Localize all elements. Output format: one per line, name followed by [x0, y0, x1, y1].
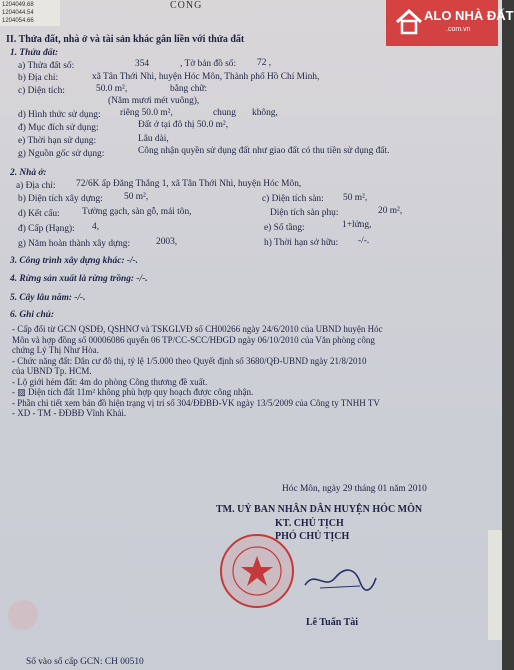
house-floors-label: e) Số tầng: [264, 223, 305, 233]
land-purpose-value: Đất ở tại đô thị 50.0 m², [138, 120, 229, 130]
land-map-label: , Tờ bản đồ số: [180, 59, 237, 69]
right-paper-edge [488, 530, 502, 640]
house-year-label: g) Năm hoàn thành xây dựng: [18, 239, 131, 249]
top-cut-text: CONG [170, 0, 203, 11]
forest-heading: 4. Rừng sản xuất là rừng trồng: -/-. [10, 274, 148, 284]
registry-number: Số vào sổ cấp GCN: CH 00510 [26, 657, 144, 667]
section-heading: II. Thửa đất, nhà ở và tài sản khác gắn liền với thửa đất [6, 34, 245, 45]
note-5: - Phần chi tiết xem bản đồ hiện trạng vị trí số 304/ĐĐBĐ-VK ngày 13/5/2009 của Công ty TNHH TV [12, 397, 380, 408]
house-grade-label: đ) Cấp (Hạng): [18, 224, 75, 234]
house-sub-area-value: 20 m², [378, 206, 403, 216]
land-term-value: Lâu dài, [138, 134, 169, 144]
watermark-brand: ALO NHÀ ĐẤT [424, 8, 514, 23]
corner-number-1: 1204049.68 [2, 2, 34, 8]
land-parcel-value: 354 [135, 59, 150, 69]
land-term-label: e) Thời hạn sử dụng: [18, 136, 97, 146]
note-1c: chứng Lý Thị Như Hòa. [12, 345, 99, 355]
perennial-heading: 5. Cây lâu năm: -/-. [10, 293, 86, 303]
signer-role-2: PHÓ CHỦ TỊCH [275, 531, 350, 542]
land-address-value: xã Tân Thới Nhì, huyện Hóc Môn, Thành phố Hồ Chí Minh, [92, 72, 320, 82]
signature-icon [300, 560, 380, 600]
house-structure-value: Tường gạch, sàn gỗ, mái tôn, [82, 207, 192, 217]
signer-name: Lê Tuấn Tài [306, 617, 359, 628]
land-use-common-value: không, [252, 108, 278, 118]
note-1b: Môn và hợp đồng số 00006086 quyển 06 TP/CC-SCC/HĐGD ngày 06/10/2010 của Văn phòng công [12, 334, 375, 345]
land-map-value: 72 , [257, 58, 272, 68]
house-address-label: a) Địa chỉ: [16, 181, 56, 191]
place-date: Hóc Môn, ngày 29 tháng 01 năm 2010 [282, 484, 427, 494]
house-ownership-term-value: -/-. [358, 236, 370, 246]
corner-paper-strip [0, 0, 60, 26]
land-area-label: c) Diện tích: [18, 86, 65, 96]
land-purpose-label: đ) Mục đích sử dụng: [18, 123, 99, 133]
land-area-value: 50.0 m², [96, 84, 128, 94]
land-use-form-label: d) Hình thức sử dụng: [18, 110, 101, 120]
note-2: - Chức năng đất: Dân cư đô thị, tỷ lệ 1/5.000 theo Quyết định số 3680/QĐ-UBND ngày 21/8/2010 [12, 355, 367, 366]
note-5b: - XD - TM - ĐĐBĐ Vĩnh Khải. [12, 408, 127, 418]
house-heading: 2. Nhà ở: [10, 168, 47, 178]
house-floor-area-value: 50 m², [343, 193, 368, 203]
land-heading: 1. Thửa đất: [10, 48, 59, 58]
land-parcel-label: a) Thửa đất số: [18, 61, 75, 71]
land-address-label: b) Địa chỉ: [18, 73, 59, 83]
corner-number-2: 1204044.54 [2, 10, 34, 16]
notes-block [12, 324, 482, 419]
corner-number-3: 1204054.66 [2, 18, 34, 24]
house-year-value: 2003, [156, 237, 178, 247]
watermark-site: .com.vn [446, 26, 471, 33]
house-icon [394, 6, 424, 36]
issuing-authority: TM. UỶ BAN NHÂN DÂN HUYỆN HÓC MÔN [216, 504, 423, 515]
notes-heading: 6. Ghi chú: [10, 310, 55, 320]
house-floor-area-label: c) Diện tích sàn: [262, 194, 324, 204]
house-build-area-label: b) Diện tích xây dựng: [18, 194, 103, 204]
land-area-words: (Năm mươi mét vuông), [108, 96, 200, 106]
note-3: - Lộ giới hẻm đất: 4m do phòng Công thương đề xuất. [12, 376, 208, 387]
signer-role-1: KT. CHỦ TỊCH [275, 518, 344, 529]
house-grade-value: 4, [92, 222, 100, 232]
note-1: - Cấp đổi từ GCN QSDĐ, QSHNƠ và TSKGLVĐ số CH00266 ngày 24/6/2010 của UBND huyện Hóc [12, 324, 383, 334]
house-build-area-value: 50 m², [124, 192, 149, 202]
note-4: - ▨ Diện tích đất 11m² không phù hợp quy hoạch được công nhận. [12, 387, 254, 397]
house-structure-label: d) Kết cấu: [18, 209, 60, 219]
house-floors-value: 1+lửng, [342, 220, 372, 230]
land-origin-label: g) Nguồn gốc sử dụng: [18, 149, 105, 159]
house-sub-area-label: Diện tích sàn phụ: [270, 208, 339, 218]
land-origin-value: Công nhận quyền sử dụng đất như giao đất có thu tiền sử dụng đất. [138, 146, 390, 156]
red-smudge [8, 600, 38, 630]
land-use-common-label: chung [213, 108, 236, 118]
official-seal-icon [218, 532, 296, 610]
house-address-value: 72/6K ấp Đăng Thắng 1, xã Tân Thới Nhì, huyện Hóc Môn, [76, 179, 302, 189]
land-area-words-label: bằng chữ: [170, 84, 208, 94]
note-2b: của UBND Tp. HCM. [12, 366, 92, 376]
house-ownership-term-label: h) Thời hạn sở hữu: [264, 238, 339, 248]
watermark-logo [386, 0, 514, 46]
other-works-heading: 3. Công trình xây dựng khác: -/-. [10, 256, 139, 266]
land-use-form-value: riêng 50.0 m², [120, 108, 173, 118]
